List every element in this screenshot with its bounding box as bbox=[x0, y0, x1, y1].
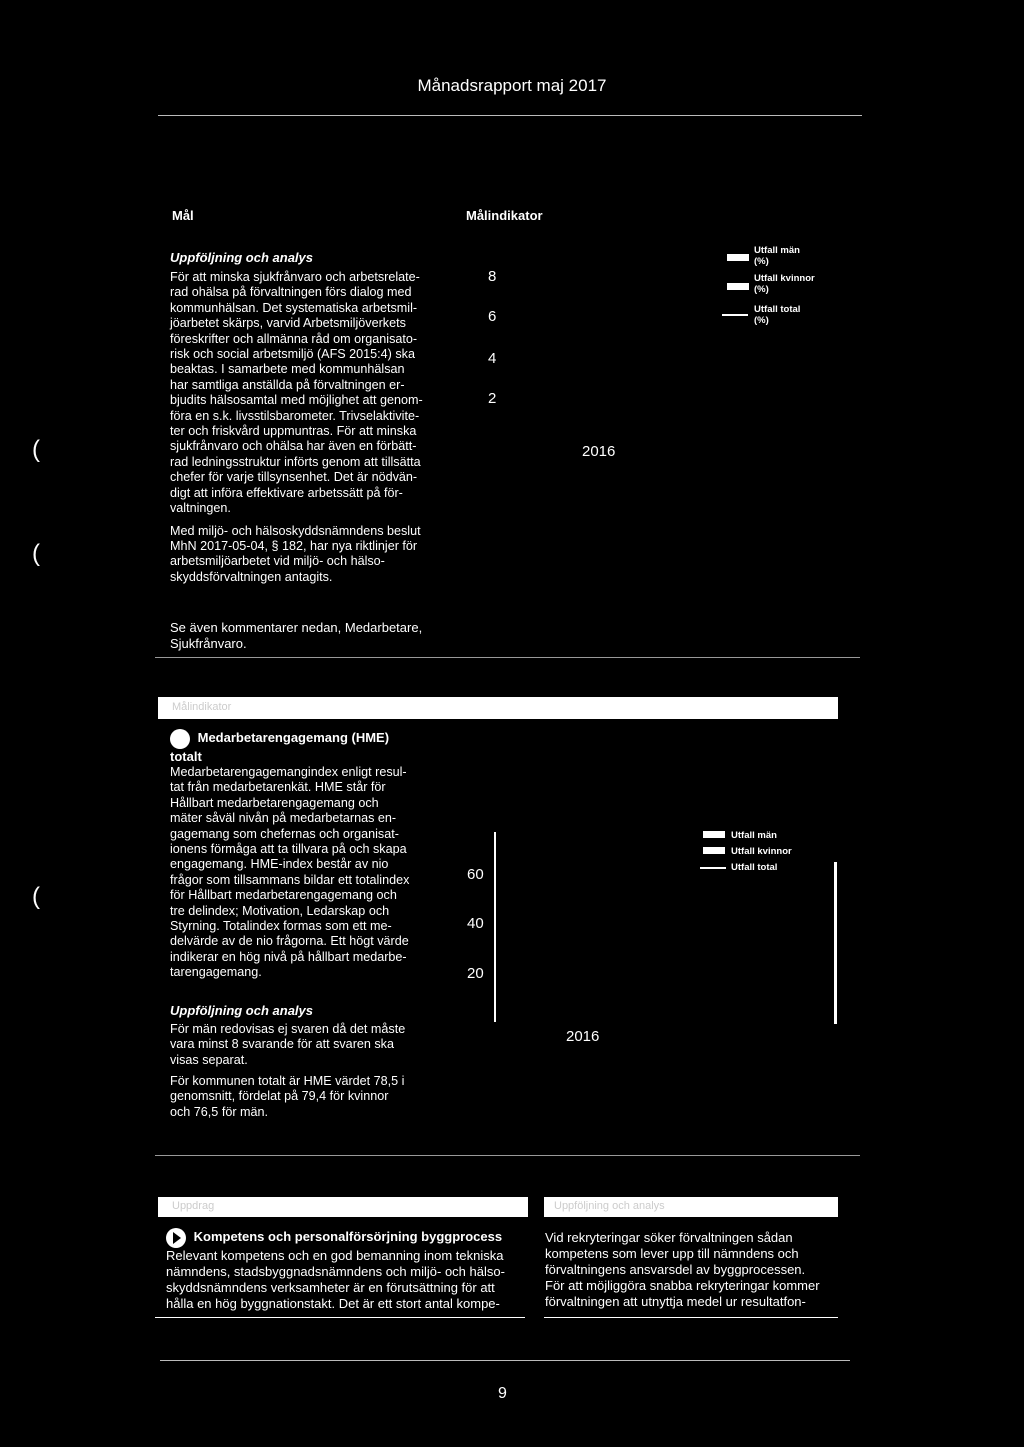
chart2-right-frame bbox=[834, 862, 837, 1024]
uppdrag-text: Relevant kompetens och en god bemanning inom tekniska nämndens, stadsbyggnadsnämndens och miljö- och hälso- skyddsnämndens verksamheter är en förutsättning för att hålla en hög byggnationstakt. Det är ett stort antal kompe- bbox=[166, 1248, 505, 1311]
followup-bar-label: Uppföljning och analys bbox=[554, 1200, 665, 1212]
page-header-title: Månadsrapport maj 2017 bbox=[417, 76, 607, 95]
column-header-malindikator: Målindikator bbox=[466, 208, 543, 223]
legend-line-total bbox=[700, 867, 726, 869]
followup-text: Vid rekryteringar söker förvaltningen sådan kompetens som lever upp till nämndens och förvaltningens ansvarsdel av byggprocessen. För att möjliggöra snabba rekryteringar kommer förvaltningen att utnyttja medel ur resultatfon- bbox=[545, 1230, 820, 1309]
margin-mark: ( bbox=[32, 436, 40, 463]
y-tick-label: 20 bbox=[467, 965, 484, 982]
footer-rule bbox=[160, 1360, 850, 1361]
section-bar-label: Målindikator bbox=[172, 701, 232, 713]
legend-entry-man: Utfall män (%) bbox=[754, 245, 800, 267]
indicator-description: Medarbetarengagemangindex enligt resul- tat från medarbetarenkät. HME står för Hållbart medarbetarengagemang och mäter såväl nivån på medarbetarnas en- gagemang som chefernas och organisat- ionens förmåga att ta tillvara på och skapa engagemang. HME-index består av nio frågor som tillsammans bildar ett totalindex för Hållbart medarbetarengagemang och tre delindex; Motivation, Ledarskap och Styrning. Totalindex formas som ett me- delvärde av de nio frågorna. Ett högt värde indikerar en hög nivå på hållbart medarbe- tarengagemang. bbox=[170, 765, 410, 980]
y-tick-label: 60 bbox=[467, 866, 484, 883]
legend-swatch-kvinnor bbox=[703, 847, 725, 854]
y-tick-label: 6 bbox=[488, 308, 497, 325]
uppdrag-title: Kompetens och personalförsörjning byggprocess bbox=[193, 1229, 503, 1245]
analysis-heading: Uppföljning och analys bbox=[170, 250, 314, 265]
decision-text: Med miljö- och hälsoskyddsnämndens beslut MhN 2017-05-04, § 182, har nya riktlinjer för arbetsmiljöarbetet vid miljö- och hälso- skyddsförvaltningen antagits. bbox=[170, 523, 421, 584]
play-circle-icon bbox=[166, 1228, 186, 1248]
section-header-bar bbox=[158, 697, 838, 719]
status-circle-icon bbox=[170, 729, 190, 749]
analysis-text-2a: För män redovisas ej svaren då det måste vara minst 8 svarande för att svaren ska visas separat. bbox=[170, 1021, 406, 1067]
indicator-title-cont: totalt bbox=[170, 749, 202, 764]
legend-swatch-kvinnor bbox=[727, 283, 749, 290]
margin-mark: ( bbox=[32, 883, 40, 910]
header-rule bbox=[158, 115, 862, 116]
analysis-text-2b: För kommunen totalt är HME värdet 78,5 i genomsnitt, fördelat på 79,4 för kvinnor och 76,5 för män. bbox=[170, 1073, 405, 1119]
section-rule bbox=[155, 657, 860, 658]
y-tick-label: 40 bbox=[467, 915, 484, 932]
analysis-heading-2: Uppföljning och analys bbox=[170, 1002, 314, 1018]
uppdrag-bar-label: Uppdrag bbox=[172, 1200, 215, 1212]
legend-entry-total: Utfall total bbox=[731, 862, 778, 873]
x-tick-label: 2016 bbox=[582, 443, 616, 460]
analysis-block-1 bbox=[170, 250, 460, 585]
indicator-title: Medarbetarengagemang (HME) bbox=[197, 730, 390, 746]
indicator-block bbox=[170, 729, 460, 1120]
analysis-text: För att minska sjukfrånvaro och arbetsrelate- rad ohälsa på förvaltningen förs dialog med kommunhälsan. Det systematiska arbetsmil- jöarbetet skärps, varvid Arbetsmiljöverkets föreskrifter och allmänna råd om organisato- risk och social arbetsmiljö (AFS 2015:4) ska beaktas. I samarbete med kommunhälsan har samtliga anställda på förvaltningen er- bjudits hälsosamtal med möjlighet att genom- föra en s.k. livsstilsbarometer. Trivselaktivite- ter och friskvård uppmuntras. För att minska sjukfrånvaro och ohälsa har även en förbätt- rad ledningsstruktur införts genom att tillsätta chefer för varje tillsynsenhet. Det är nödvän- digt att införa effektivare arbetssätt på för- valtningen. bbox=[170, 270, 423, 516]
page-number: 9 bbox=[498, 1385, 507, 1402]
uppdrag-header-bar bbox=[158, 1197, 528, 1217]
section-rule bbox=[155, 1317, 525, 1318]
y-tick-label: 8 bbox=[488, 268, 497, 285]
legend-swatch-man bbox=[703, 831, 725, 838]
margin-mark: ( bbox=[32, 540, 40, 567]
followup-header-bar bbox=[544, 1197, 838, 1217]
y-tick-label: 4 bbox=[488, 350, 497, 367]
x-tick-label: 2016 bbox=[566, 1028, 600, 1045]
legend-line-total bbox=[722, 314, 748, 316]
legend-entry-man: Utfall män bbox=[731, 830, 777, 841]
column-header-mal: Mål bbox=[172, 208, 194, 223]
legend-entry-total: Utfall total (%) bbox=[754, 304, 801, 326]
section-rule bbox=[155, 1155, 860, 1156]
section-rule bbox=[544, 1317, 838, 1318]
chart2-y-axis bbox=[494, 832, 496, 1022]
legend-swatch-man bbox=[727, 254, 749, 261]
uppdrag-block bbox=[166, 1228, 536, 1312]
legend-entry-kvinnor: Utfall kvinnor (%) bbox=[754, 273, 815, 295]
y-tick-label: 2 bbox=[488, 390, 497, 407]
legend-entry-kvinnor: Utfall kvinnor bbox=[731, 846, 792, 857]
see-also-text: Se även kommentarer nedan, Medarbetare, Sjukfrånvaro. bbox=[170, 620, 423, 651]
